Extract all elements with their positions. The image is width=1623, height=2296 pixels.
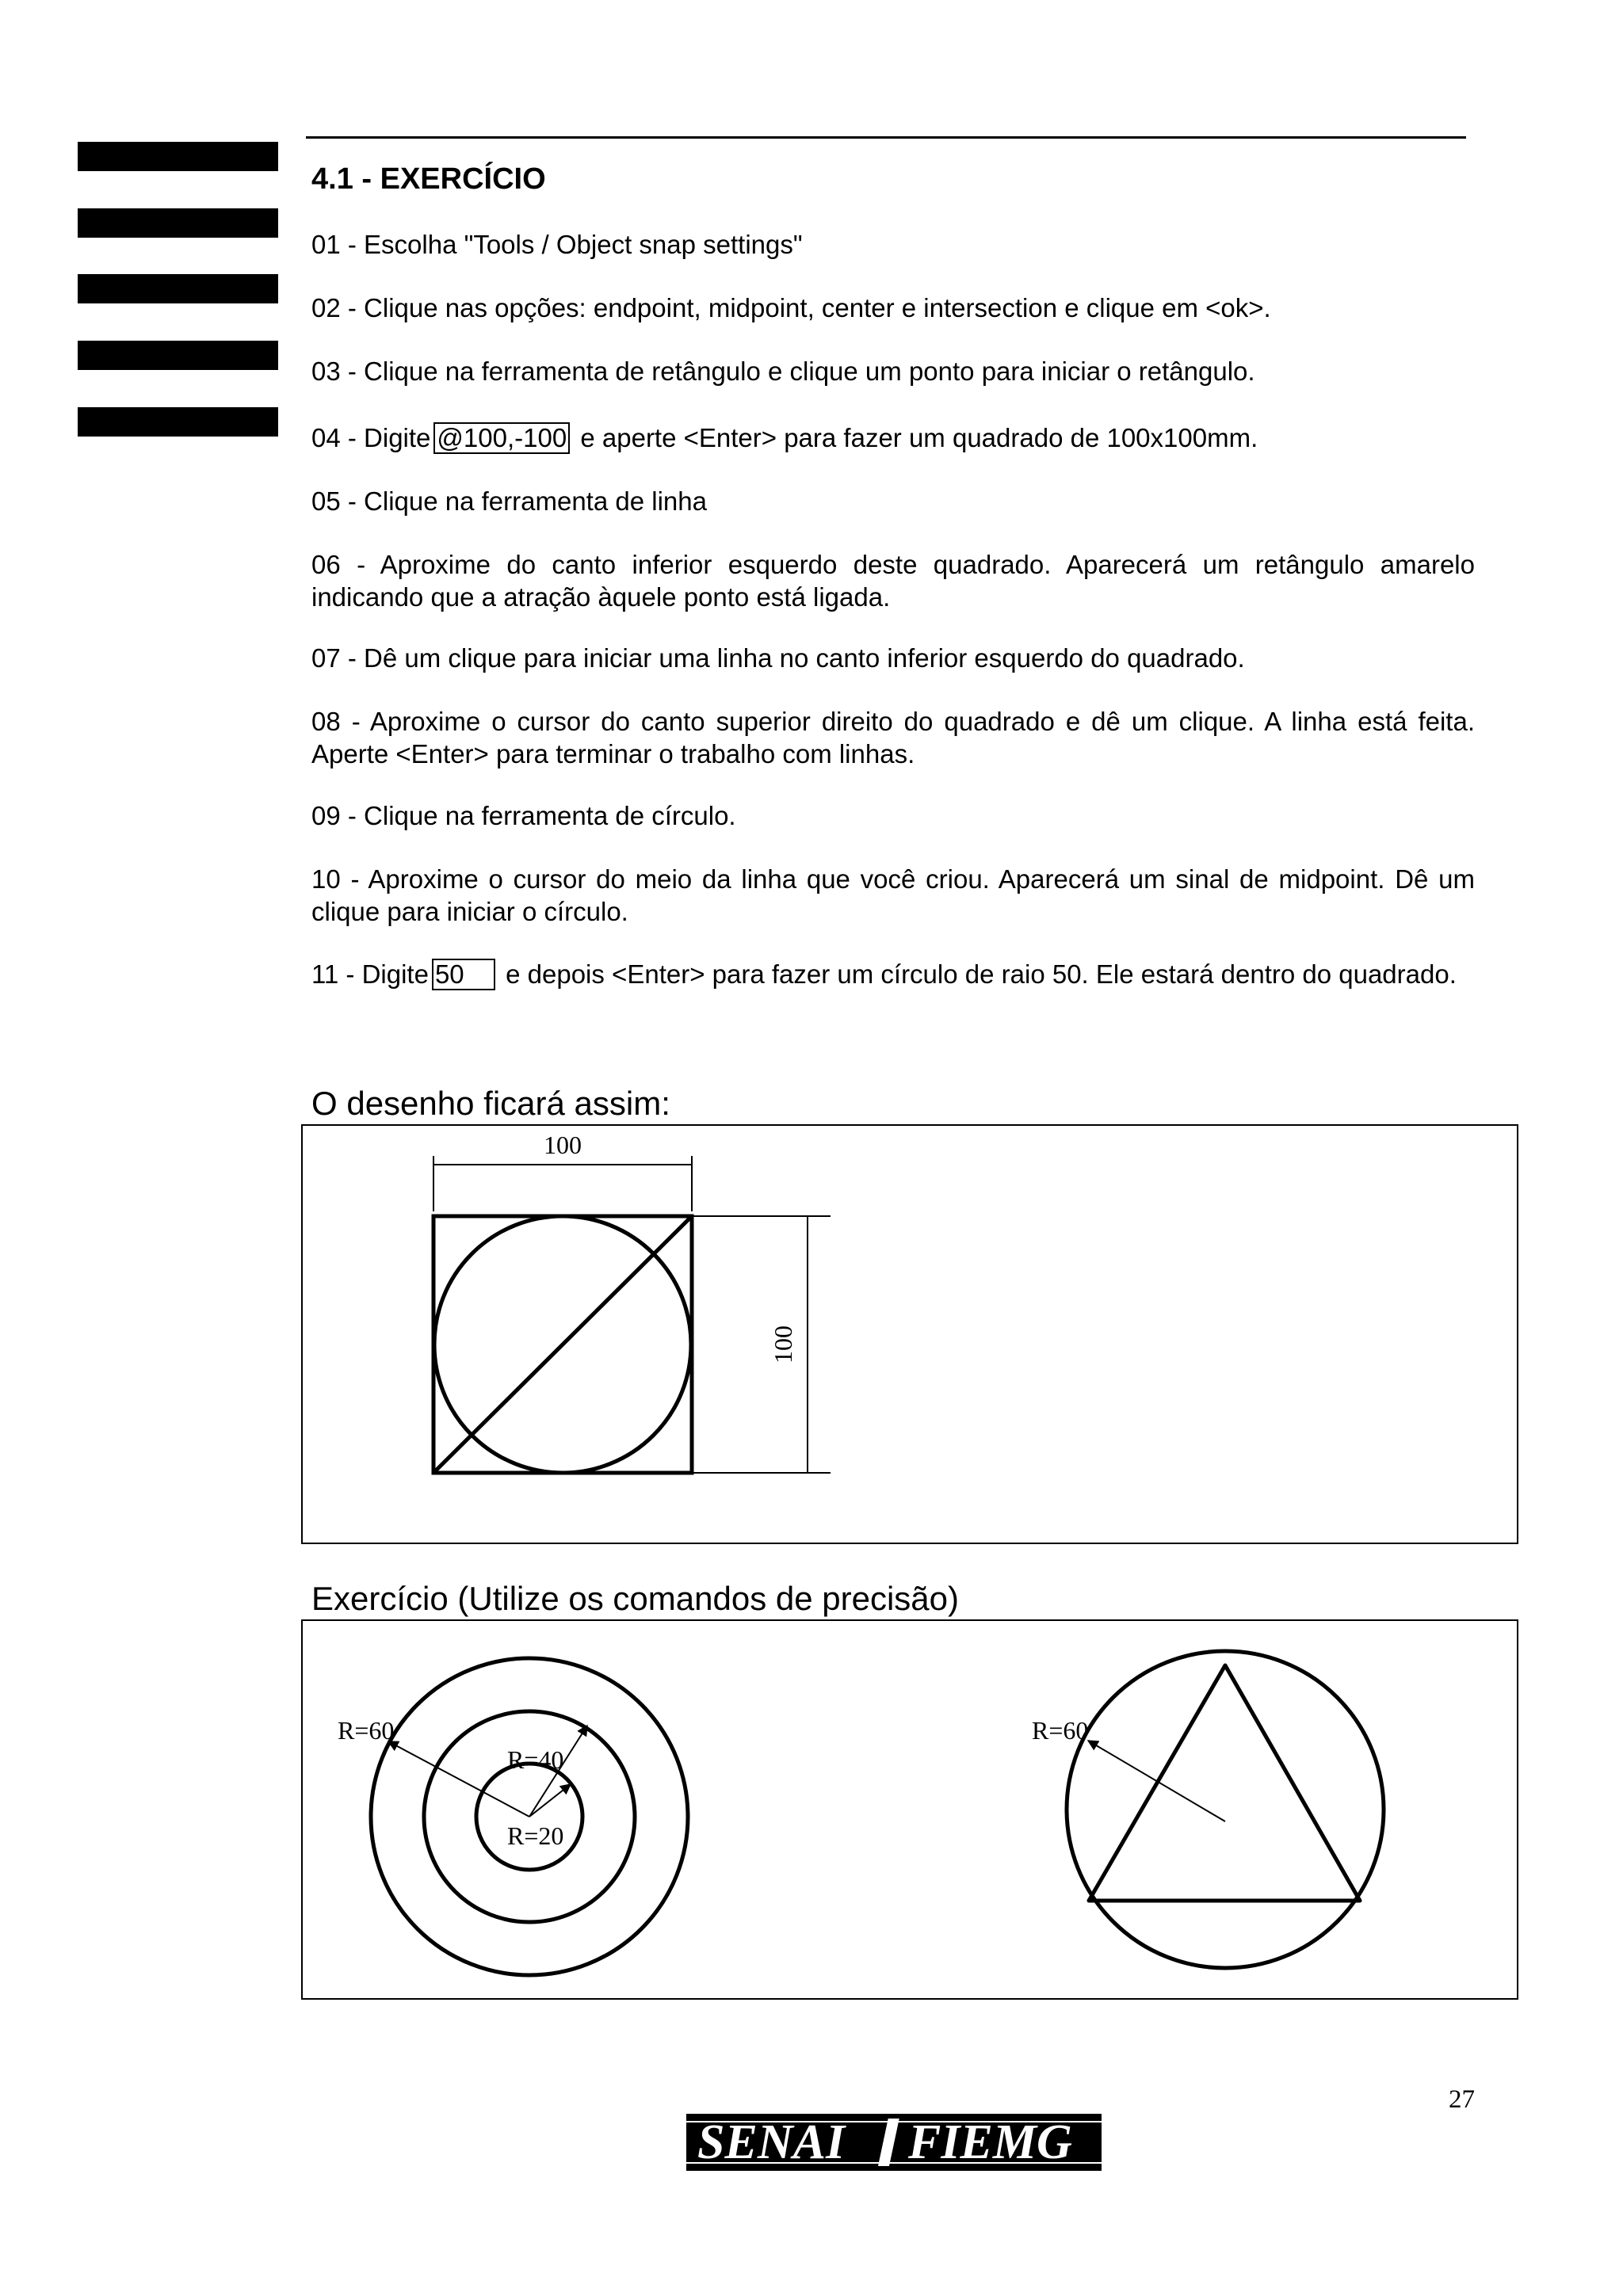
logo-right-text: FIEMG xyxy=(908,2115,1072,2169)
step-11-suffix: e depois <Enter> para fazer um círculo de raio 50. Ele estará dentro do quadrado. xyxy=(506,959,1457,989)
label-r40: R=40 xyxy=(507,1745,564,1774)
figure1-drawing xyxy=(303,1126,1517,1543)
dim-label-horizontal: 100 xyxy=(544,1131,582,1159)
logo-left-text: SENAI xyxy=(697,2115,846,2169)
section-title: 4.1 - EXERCÍCIO xyxy=(311,162,546,196)
dim-label-vertical: 100 xyxy=(769,1325,797,1363)
page-number: 27 xyxy=(1449,2085,1475,2114)
decorative-bar-5 xyxy=(78,407,278,437)
label-r20: R=20 xyxy=(507,1821,564,1850)
step-04-suffix: e aperte <Enter> para fazer um quadrado de 100x100mm. xyxy=(580,423,1258,452)
figure1-caption: O desenho ficará assim: xyxy=(311,1085,670,1122)
step-09: 09 - Clique na ferramenta de círculo. xyxy=(311,801,736,830)
label-r60-right: R=60 xyxy=(1032,1716,1089,1745)
decorative-bar-1 xyxy=(78,142,278,171)
step-02: 02 - Clique nas opções: endpoint, midpoint, center e intersection e clique em <ok>. xyxy=(311,293,1271,322)
figure2-frame xyxy=(301,1619,1518,2000)
command-box: 50 xyxy=(432,959,495,990)
step-11-prefix: 11 - Digite xyxy=(311,959,429,989)
decorative-bar-2 xyxy=(78,208,278,238)
step-06: 06 - Aproxime do canto inferior esquerdo deste quadrado. Aparecerá um retângulo amarelo indicando que a atração àquele ponto está ligada. xyxy=(311,550,1475,612)
step-11 xyxy=(311,958,1475,990)
step-01: 01 - Escolha "Tools / Object snap settings" xyxy=(311,230,803,259)
label-r60-left: R=60 xyxy=(338,1716,395,1745)
decorative-bar-3 xyxy=(78,274,278,303)
step-07: 07 - Dê um clique para iniciar uma linha no canto inferior esquerdo do quadrado. xyxy=(311,643,1245,673)
header-rule xyxy=(306,136,1466,139)
decorative-bar-4 xyxy=(78,341,278,370)
figure1-frame xyxy=(301,1124,1518,1544)
figure2-drawing xyxy=(303,1621,1517,1998)
step-04-prefix: 04 - Digite xyxy=(311,423,431,452)
step-04 xyxy=(311,421,1475,454)
inscribed-triangle xyxy=(1089,1665,1360,1901)
step-08: 08 - Aproxime o cursor do canto superior direito do quadrado e dê um clique. A linha está feita. Aperte <Enter> para terminar o trabalho com linhas. xyxy=(311,707,1475,769)
leader-r20 xyxy=(529,1784,571,1817)
leader-r60-right xyxy=(1088,1741,1225,1821)
step-05: 05 - Clique na ferramenta de linha xyxy=(311,486,707,516)
figure2-caption: Exercício (Utilize os comandos de precisão) xyxy=(311,1580,959,1617)
step-10: 10 - Aproxime o cursor do meio da linha que você criou. Aparecerá um sinal de midpoint. Dê um clique para iniciar o círculo. xyxy=(311,864,1475,926)
senai-fiemg-logo xyxy=(686,2114,1102,2171)
step-03: 03 - Clique na ferramenta de retângulo e clique um ponto para iniciar o retângulo. xyxy=(311,357,1255,386)
command-box: @100,-100 xyxy=(433,422,570,454)
circle-r60-right xyxy=(1067,1651,1384,1968)
